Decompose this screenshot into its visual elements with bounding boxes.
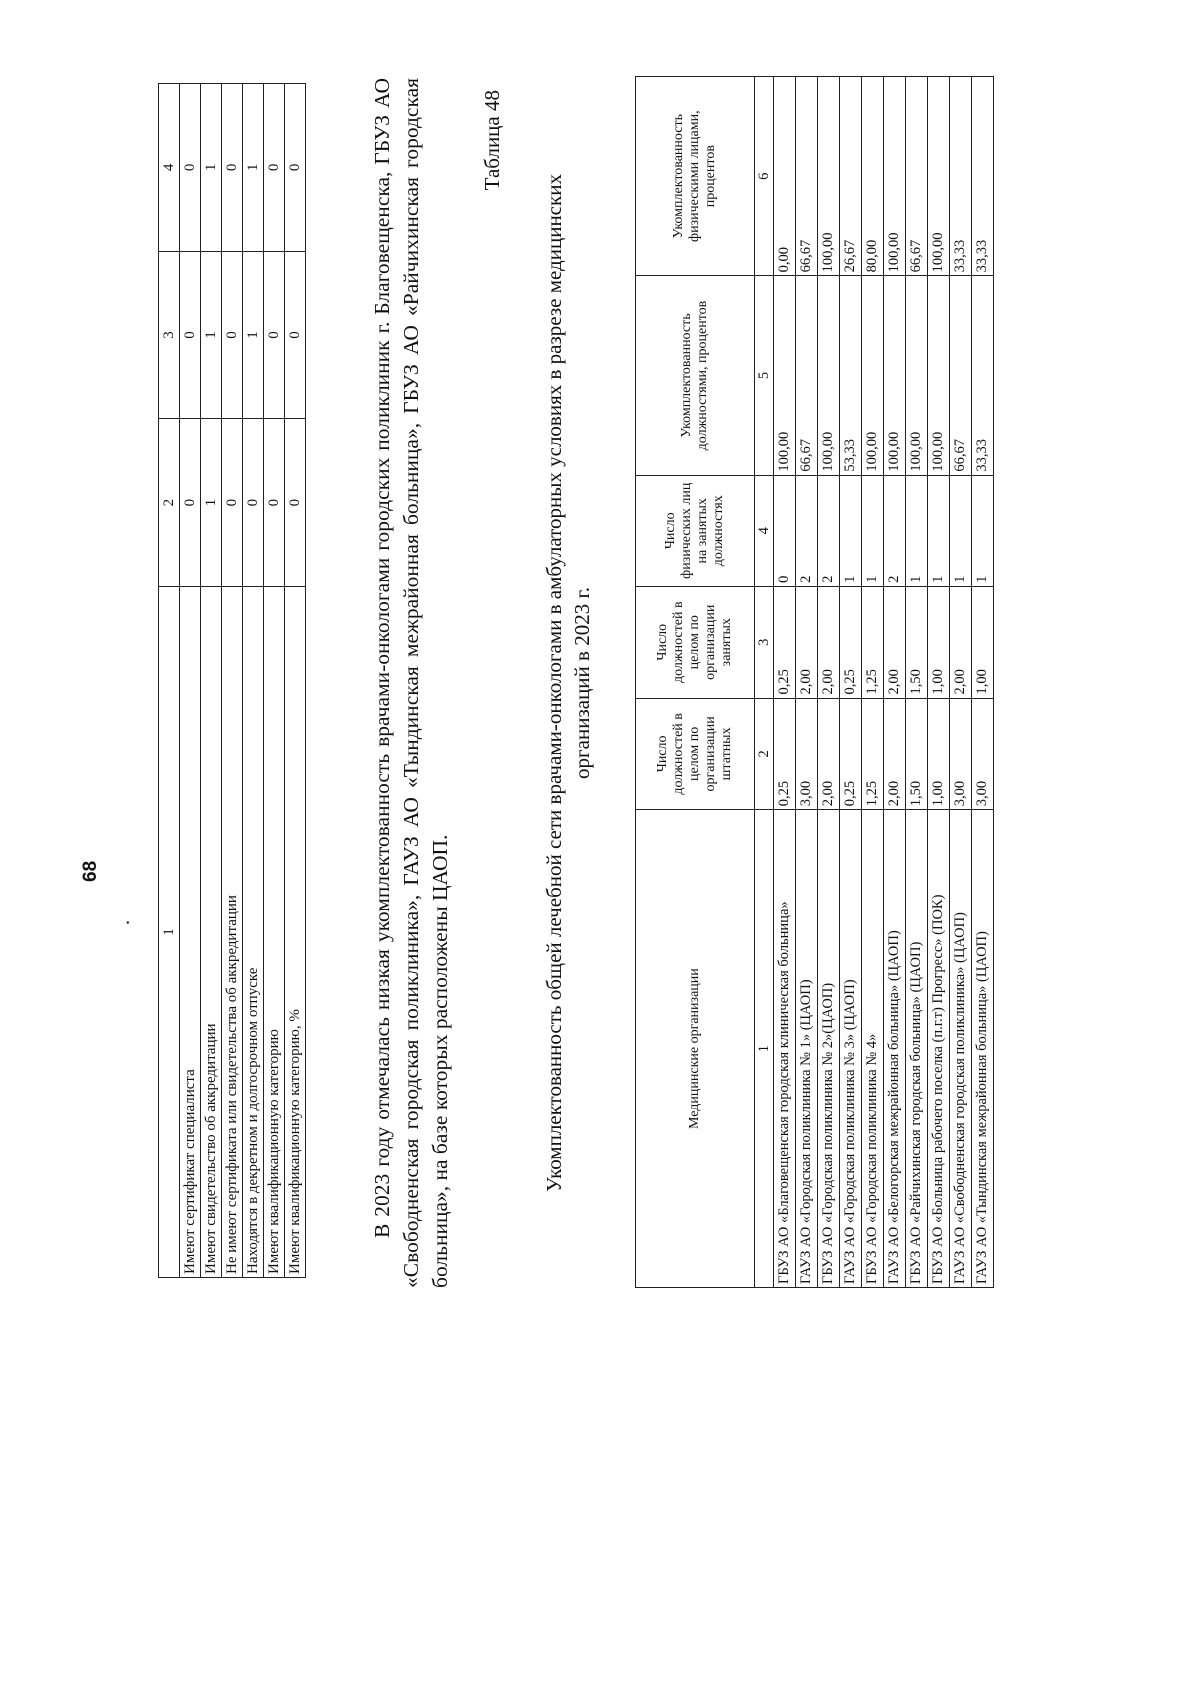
- table-row: [928, 77, 950, 1288]
- staffing-value: 0: [774, 475, 796, 586]
- row-value: 0: [243, 419, 264, 587]
- staffing-value: 100,00: [906, 276, 928, 475]
- staffing-value: 0,00: [774, 77, 796, 276]
- organization-name: ГБУЗ АО «Городская поликлиника № 2»(ЦАОП): [818, 810, 840, 1288]
- table-row: [862, 77, 884, 1288]
- table-row: [264, 84, 285, 1278]
- staffing-value: 33,33: [972, 77, 994, 276]
- organization-name: ГАУЗ АО «Городская поликлиника № 1» (ЦАОП): [796, 810, 818, 1288]
- header-staffing-positions: Укомплектованность должностями, процентов: [636, 276, 755, 475]
- table-row: [796, 77, 818, 1288]
- header-positions-occupied: Число должностей в целом по организации занятых: [636, 586, 755, 698]
- qualification-header-cell: 1: [159, 586, 180, 1277]
- staffing-value: 53,33: [840, 276, 862, 475]
- column-number: 3: [755, 586, 774, 698]
- table-row: [774, 77, 796, 1288]
- staffing-value: 100,00: [884, 276, 906, 475]
- organization-name: ГБУЗ АО «Городская поликлиника № 4»: [862, 810, 884, 1288]
- row-value: 1: [201, 251, 222, 419]
- staffing-value: 66,67: [950, 276, 972, 475]
- row-value: 0: [264, 419, 285, 587]
- staffing-value: 26,67: [840, 77, 862, 276]
- row-value: 0: [285, 251, 306, 419]
- staffing-value: 100,00: [862, 276, 884, 475]
- row-value: 0: [222, 84, 243, 252]
- table-label: Таблица 48: [480, 90, 504, 191]
- row-value: 0: [180, 84, 201, 252]
- staffing-value: 1,00: [972, 586, 994, 698]
- table-row: [884, 77, 906, 1288]
- header-staffing-persons: Укомплектованность физическими лицами, процентов: [636, 77, 755, 276]
- staffing-value: 2: [884, 475, 906, 586]
- table-caption-line-2: организаций в 2023 г.: [570, 587, 594, 779]
- staffing-value: 66,67: [796, 276, 818, 475]
- body-paragraph: [368, 78, 455, 1288]
- header-persons: Число физических лиц на занятых должностях: [636, 475, 755, 586]
- column-number: 4: [755, 475, 774, 586]
- column-number: 2: [755, 698, 774, 810]
- table-row: [222, 84, 243, 1278]
- staffing-value: 2: [796, 475, 818, 586]
- staffing-value: 1,00: [928, 586, 950, 698]
- row-label: Не имеют сертификата или свидетельства об аккредитации: [222, 586, 243, 1277]
- staffing-value: 1: [840, 475, 862, 586]
- column-number: 1: [755, 810, 774, 1288]
- table-row: [243, 84, 264, 1278]
- staffing-value: 3,00: [796, 698, 818, 810]
- staffing-value: 2,00: [796, 586, 818, 698]
- row-label: Имеют свидетельство об аккредитации: [201, 586, 222, 1277]
- staffing-value: 0,25: [840, 586, 862, 698]
- row-value: 0: [285, 84, 306, 252]
- header-positions-staff: Число должностей в целом по организации штатных: [636, 698, 755, 810]
- qualification-table: [158, 83, 306, 1278]
- staffing-value: 0,25: [774, 698, 796, 810]
- staffing-value: 2,00: [818, 586, 840, 698]
- table-row: [285, 84, 306, 1278]
- row-value: 1: [243, 84, 264, 252]
- staffing-value: 1,25: [862, 586, 884, 698]
- row-value: 1: [201, 84, 222, 252]
- row-value: 1: [243, 251, 264, 419]
- staffing-value: 1,25: [862, 698, 884, 810]
- table-row: [818, 77, 840, 1288]
- organization-name: ГБУЗ АО «Благовещенская городская клиническая больница»: [774, 810, 796, 1288]
- staffing-value: 100,00: [774, 276, 796, 475]
- staffing-value: 100,00: [818, 276, 840, 475]
- organization-name: ГБУЗ АО «Больница рабочего поселка (п.г.т) Прогресс» (ПОК): [928, 810, 950, 1288]
- organization-name: ГАУЗ АО «Свободненская городская поликлиника» (ЦАОП): [950, 810, 972, 1288]
- staffing-value: 66,67: [796, 77, 818, 276]
- row-value: 0: [180, 419, 201, 587]
- body-paragraph-text: В 2023 году отмечалась низкая укомплектованность врачами-онкологами городских поликлиник г. Благовещенска, ГБУЗ АО «Свободненская городская поликлиника», ГАУЗ АО «Тындинская межрайонная больница», ГБУЗ АО «Райчихинская городская больница», на базе которых расположены ЦАОП.: [370, 78, 452, 1288]
- row-value: 0: [285, 419, 306, 587]
- row-label: Имеют квалификационную категорию, %: [285, 586, 306, 1277]
- qualification-header-cell: 4: [159, 84, 180, 252]
- table-caption-line-1: Укомплектованность общей лечебной сети врачами-онкологами в амбулаторных условиях в разрезе медицинских: [542, 174, 566, 1192]
- staffing-value: 100,00: [818, 77, 840, 276]
- staffing-value: 1: [906, 475, 928, 586]
- row-value: 0: [180, 251, 201, 419]
- staffing-value: 1,50: [906, 586, 928, 698]
- staffing-value: 0,25: [774, 586, 796, 698]
- table-row: [950, 77, 972, 1288]
- qualification-header-cell: 3: [159, 251, 180, 419]
- staffing-value: 80,00: [862, 77, 884, 276]
- table-row: [840, 77, 862, 1288]
- staffing-value: 2,00: [884, 586, 906, 698]
- header-org: Медицинские организации: [636, 810, 755, 1288]
- row-value: 0: [264, 251, 285, 419]
- table-row: [906, 77, 928, 1288]
- staffing-value: 1: [972, 475, 994, 586]
- row-value: 0: [222, 251, 243, 419]
- staffing-value: 1,00: [928, 698, 950, 810]
- table-caption: [540, 78, 596, 1288]
- staffing-value: 2,00: [884, 698, 906, 810]
- column-number: 5: [755, 276, 774, 475]
- table-row: [201, 84, 222, 1278]
- staffing-value: 33,33: [950, 77, 972, 276]
- row-label: Находятся в декретном и долгосрочном отпуске: [243, 586, 264, 1277]
- organization-name: ГАУЗ АО «Городская поликлиника № 3» (ЦАОП): [840, 810, 862, 1288]
- qualification-table-header: [159, 84, 180, 1278]
- staffing-value: 1: [862, 475, 884, 586]
- staffing-value: 100,00: [928, 77, 950, 276]
- organization-name: ГАУЗ АО «Тындинская межрайонная больница» (ЦАОП): [972, 810, 994, 1288]
- qualification-header-cell: 2: [159, 419, 180, 587]
- page-dot: .: [112, 920, 134, 925]
- staffing-value: 2,00: [818, 698, 840, 810]
- staffing-value: 3,00: [972, 698, 994, 810]
- row-value: 0: [222, 419, 243, 587]
- row-value: 0: [264, 84, 285, 252]
- column-number: 6: [755, 77, 774, 276]
- staffing-value: 0,25: [840, 698, 862, 810]
- staffing-value: 1,50: [906, 698, 928, 810]
- staffing-value: 3,00: [950, 698, 972, 810]
- row-label: Имеют квалификационную категорию: [264, 586, 285, 1277]
- staffing-value: 1: [950, 475, 972, 586]
- row-label: Имеют сертификат специалиста: [180, 586, 201, 1277]
- staffing-value: 100,00: [884, 77, 906, 276]
- organization-name: ГБУЗ АО «Райчихинская городская больница» (ЦАОП): [906, 810, 928, 1288]
- table-row: [180, 84, 201, 1278]
- staffing-value: 2,00: [950, 586, 972, 698]
- staffing-value: 100,00: [928, 276, 950, 475]
- staffing-value: 33,33: [972, 276, 994, 475]
- staffing-table-header: [636, 77, 755, 1288]
- staffing-value: 2: [818, 475, 840, 586]
- page-number: 68: [80, 860, 101, 882]
- organization-name: ГАУЗ АО «Белогорская межрайонная больница» (ЦАОП): [884, 810, 906, 1288]
- staffing-value: 1: [928, 475, 950, 586]
- staffing-value: 66,67: [906, 77, 928, 276]
- table-row: [972, 77, 994, 1288]
- staffing-table: [635, 76, 994, 1288]
- staffing-table-numbering: [755, 77, 774, 1288]
- row-value: 1: [201, 419, 222, 587]
